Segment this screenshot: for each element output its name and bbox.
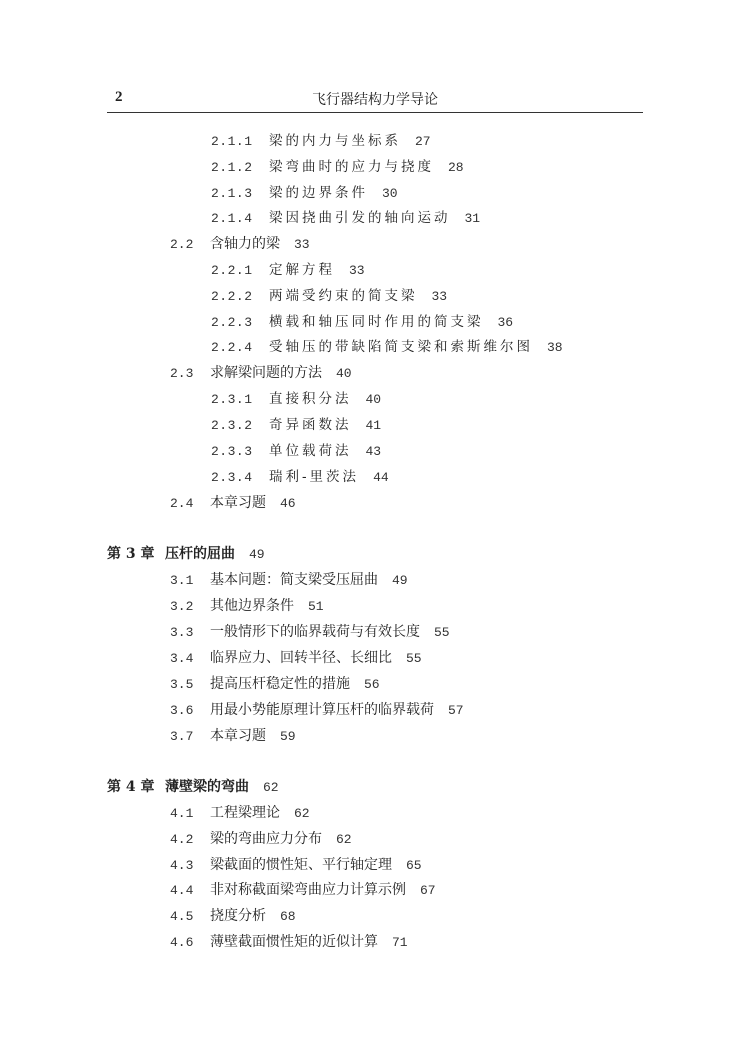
entry-title: 薄壁梁的弯曲 [165,779,249,795]
entry-title: 挠度分析 [210,908,266,924]
section-number: 2.2.2 [211,289,253,304]
toc-entry [211,260,365,281]
entry-page-number: 68 [280,909,296,924]
toc-entry [170,906,296,927]
section-number: 3.2 [170,599,194,614]
entry-page-number: 57 [448,703,464,718]
toc-entry [170,855,422,876]
entry-page-number: 31 [464,211,481,226]
entry-page-number: 67 [420,883,436,898]
entry-title: 受轴压的带缺陷简支梁和索斯维尔图 [269,339,533,355]
toc-chapter [107,544,265,565]
entry-page-number: 41 [365,418,382,433]
section-number: 2.2.1 [211,263,253,278]
running-title: 飞行器结构力学导论 [312,92,438,108]
entry-page-number: 40 [365,392,382,407]
toc-entry [170,932,408,953]
header-rule [107,112,643,113]
entry-title: 本章习题 [210,495,266,511]
section-number: 2.1.1 [211,134,253,149]
section-number: 2.2.3 [211,315,253,330]
section-number: 2.2.4 [211,340,253,355]
toc-entry [170,674,380,695]
entry-page-number: 59 [280,729,296,744]
section-number: 2.1.4 [211,211,253,226]
entry-title: 梁的边界条件 [269,185,368,201]
entry-title: 直接积分法 [269,391,352,407]
entry-page-number: 40 [336,366,352,381]
entry-title: 压杆的屈曲 [165,546,235,562]
section-number: 4.1 [170,806,194,821]
entry-page-number: 44 [373,470,389,485]
toc-entry [211,312,513,333]
toc-entry [170,234,310,255]
section-number: 3.1 [170,573,194,588]
toc-entry [170,622,450,643]
toc-entry [211,131,431,152]
toc-entry [211,286,447,307]
entry-page-number: 71 [392,935,408,950]
entry-page-number: 27 [415,134,431,149]
entry-title: 基本问题：简支梁受压屈曲 [210,572,378,588]
entry-title: 梁的弯曲应力分布 [210,831,322,847]
entry-title: 一般情形下的临界载荷与有效长度 [210,624,420,640]
section-number: 2.1.2 [211,160,253,175]
toc-entry [211,441,381,462]
toc-entry [211,157,464,178]
entry-title: 横载和轴压同时作用的简支梁 [269,314,484,330]
entry-title: 用最小势能原理计算压杆的临界载荷 [210,702,434,718]
toc-entry [211,183,398,204]
entry-page-number: 56 [364,677,380,692]
toc-chapter [107,777,279,798]
section-number: 2.2 [170,237,194,252]
toc-entry [211,389,381,410]
toc-entry [170,880,436,901]
section-number: 3.3 [170,625,194,640]
toc-entry [211,337,563,358]
section-number: 3.7 [170,729,194,744]
entry-page-number: 36 [497,315,514,330]
entry-title: 临界应力、回转半径、长细比 [210,650,392,666]
section-number: 4.4 [170,883,194,898]
chapter-label: 第 4 章 [107,779,155,795]
entry-title: 梁的内力与坐标系 [269,133,401,149]
entry-title: 单位载荷法 [269,443,352,459]
toc-entry [211,208,480,229]
entry-page-number: 51 [308,599,324,614]
entry-page-number: 62 [294,806,310,821]
section-number: 4.6 [170,935,194,950]
entry-page-number: 43 [365,444,382,459]
section-number: 2.3 [170,366,194,381]
entry-page-number: 38 [547,340,563,355]
toc-entry [170,570,408,591]
section-number: 3.6 [170,703,194,718]
section-number: 2.1.3 [211,186,253,201]
entry-page-number: 65 [406,858,422,873]
entry-title: 薄壁截面惯性矩的近似计算 [210,934,378,950]
toc-entry [170,648,422,669]
toc-entry [170,726,296,747]
toc-entry [170,493,296,514]
entry-page-number: 62 [336,832,352,847]
entry-title: 求解梁问题的方法 [210,365,322,381]
entry-page-number: 55 [406,651,422,666]
section-number: 2.4 [170,496,194,511]
toc-entry [211,467,389,488]
entry-title: 提高压杆稳定性的措施 [210,676,350,692]
chapter-label: 第 3 章 [107,546,155,562]
section-number: 4.2 [170,832,194,847]
entry-page-number: 55 [434,625,450,640]
toc-entry [170,363,352,384]
entry-title: 梁弯曲时的应力与挠度 [269,159,434,175]
entry-title: 本章习题 [210,728,266,744]
entry-page-number: 28 [448,160,464,175]
entry-page-number: 30 [382,186,398,201]
entry-title: 非对称截面梁弯曲应力计算示例 [210,882,406,898]
entry-title: 工程梁理论 [210,805,280,821]
section-number: 2.3.2 [211,418,253,433]
section-number: 4.5 [170,909,194,924]
entry-title: 定解方程 [269,262,335,278]
entry-title: 梁因挠曲引发的轴向运动 [269,210,451,226]
entry-page-number: 62 [263,780,279,795]
section-number: 2.3.1 [211,392,253,407]
entry-page-number: 49 [392,573,408,588]
page-number: 2 [115,89,123,105]
entry-page-number: 33 [294,237,310,252]
entry-title: 梁截面的惯性矩、平行轴定理 [210,857,392,873]
entry-title: 两端受约束的简支梁 [269,288,418,304]
toc-entry [170,803,310,824]
section-number: 2.3.4 [211,470,253,485]
entry-page-number: 49 [249,547,265,562]
page-header [107,89,643,111]
entry-page-number: 33 [431,289,448,304]
section-number: 2.3.3 [211,444,253,459]
toc-entry [170,596,324,617]
entry-title: 奇异函数法 [269,417,352,433]
entry-title: 其他边界条件 [210,598,294,614]
entry-title: 瑞利-里茨法 [269,469,360,485]
toc-entry [211,415,381,436]
section-number: 3.4 [170,651,194,666]
section-number: 3.5 [170,677,194,692]
entry-page-number: 46 [280,496,296,511]
section-number: 4.3 [170,858,194,873]
toc-entry [170,829,352,850]
entry-page-number: 33 [349,263,365,278]
toc-entry [170,700,464,721]
entry-title: 含轴力的梁 [210,236,280,252]
